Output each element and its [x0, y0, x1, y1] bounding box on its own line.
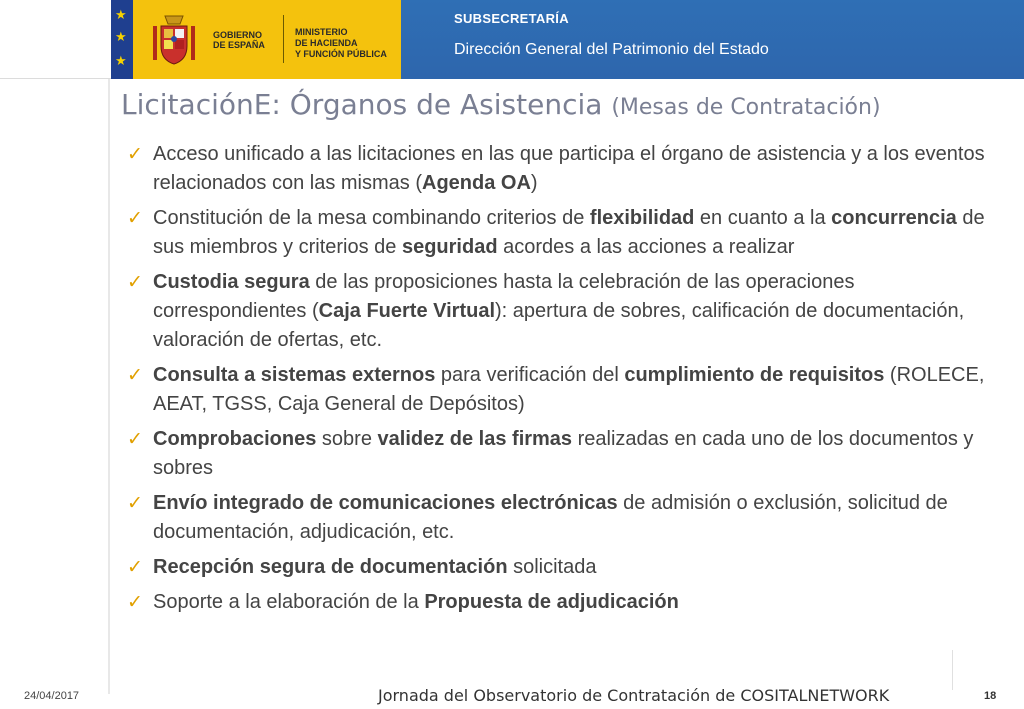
bullet-bold-text: Consulta a sistemas externos	[153, 364, 436, 386]
bullet-bold-text: Comprobaciones	[153, 428, 317, 450]
footer-event: Jornada del Observatorio de Contratación de COSITALNETWORK	[378, 686, 890, 705]
gov-line-2: DE ESPAÑA	[213, 40, 265, 50]
bullet-item	[127, 489, 1007, 547]
slide-title-sub: (Mesas de Contratación)	[611, 95, 881, 120]
ministry-line-1: MINISTERIO	[295, 27, 348, 37]
bullet-bold-text: seguridad	[401, 236, 498, 258]
footer-divider	[952, 650, 953, 690]
star-icon: ★	[115, 7, 127, 22]
checkmark-icon: ✓	[127, 272, 143, 293]
top-divider	[0, 78, 111, 79]
star-icon: ★	[115, 29, 127, 44]
bullet-item	[127, 140, 1007, 198]
government-logo-block	[133, 0, 401, 79]
checkmark-icon: ✓	[127, 557, 143, 578]
bullet-text: solicitada	[507, 556, 597, 578]
bullet-bold-text: Recepción segura de documentación	[153, 556, 508, 578]
checkmark-icon: ✓	[127, 429, 143, 450]
page-number: 18	[984, 690, 997, 702]
bullet-text: Acceso unificado a las licitaciones en las que participa el órgano de asistencia y a los eventos relacionados con las mismas (	[153, 143, 985, 194]
slide-title-main: LicitaciónE: Órganos de Asistencia	[121, 88, 603, 121]
logo-divider	[283, 15, 284, 63]
bullet-bold-text: validez de las firmas	[377, 428, 573, 450]
eu-flag-strip	[111, 0, 133, 79]
bullet-bold-text: Caja Fuerte Virtual	[318, 300, 496, 322]
coat-of-arms-icon	[151, 12, 197, 68]
left-divider	[108, 79, 110, 694]
header-blue-bar	[401, 0, 1024, 79]
bullet-bold-text: cumplimiento de requisitos	[624, 364, 885, 386]
bullet-bold-text: Custodia segura	[153, 271, 310, 293]
bullet-item	[127, 425, 1007, 483]
bullet-text: Constitución de la mesa combinando criterios de	[153, 207, 590, 229]
bullet-item	[127, 204, 1007, 262]
bullet-text: para verificación del	[435, 364, 625, 386]
bullet-item	[127, 553, 1007, 582]
bullet-text: en cuanto a la	[694, 207, 832, 229]
bullet-text: Soporte a la elaboración de la	[153, 591, 425, 613]
bullet-text: acordes a las acciones a realizar	[497, 236, 795, 258]
bullet-text: sobre	[316, 428, 378, 450]
checkmark-icon: ✓	[127, 208, 143, 229]
bullet-item	[127, 268, 1007, 355]
bullet-text: de sus miembros y criterios de	[153, 207, 985, 258]
bullet-text: ): apertura de sobres, calificación de documentación, valoración de ofertas, etc.	[153, 300, 965, 351]
bullet-text: realizadas en cada uno de los documentos y sobres	[153, 428, 974, 479]
gov-line-1: GOBIERNO	[213, 30, 263, 40]
bullet-bold-text: Agenda OA	[422, 172, 531, 194]
bullet-text: de admisión o exclusión, solicitud de documentación, adjudicación, etc.	[153, 492, 948, 543]
bullet-bold-text: flexibilidad	[589, 207, 695, 229]
direccion-general-label: Dirección General del Patrimonio del Estado	[454, 41, 769, 58]
bullet-text: de las proposiciones hasta la celebración de las operaciones correspondientes (	[153, 271, 855, 322]
bullet-text: )	[530, 172, 538, 194]
bullet-bold-text: Envío integrado de comunicaciones electrónicas	[153, 492, 618, 514]
subsecretaria-label: SUBSECRETARÍA	[454, 11, 569, 26]
bullet-bold-text: Propuesta de adjudicación	[424, 591, 679, 613]
slide-header	[0, 0, 1024, 79]
star-icon: ★	[115, 53, 127, 68]
footer-date: 24/04/2017	[24, 690, 80, 702]
checkmark-icon: ✓	[127, 365, 143, 386]
checkmark-icon: ✓	[127, 493, 143, 514]
ministry-line-3: Y FUNCIÓN PÚBLICA	[295, 49, 387, 59]
bullet-text: (ROLECE, AEAT, TGSS, Caja General de Depósitos)	[153, 364, 985, 415]
bullet-bold-text: concurrencia	[831, 207, 957, 229]
bullet-item	[127, 588, 1007, 617]
checkmark-icon: ✓	[127, 592, 143, 613]
bullet-list	[127, 140, 1007, 623]
slide-title	[121, 88, 881, 121]
ministry-line-2: DE HACIENDA	[295, 38, 358, 48]
checkmark-icon: ✓	[127, 144, 143, 165]
bullet-item	[127, 361, 1007, 419]
